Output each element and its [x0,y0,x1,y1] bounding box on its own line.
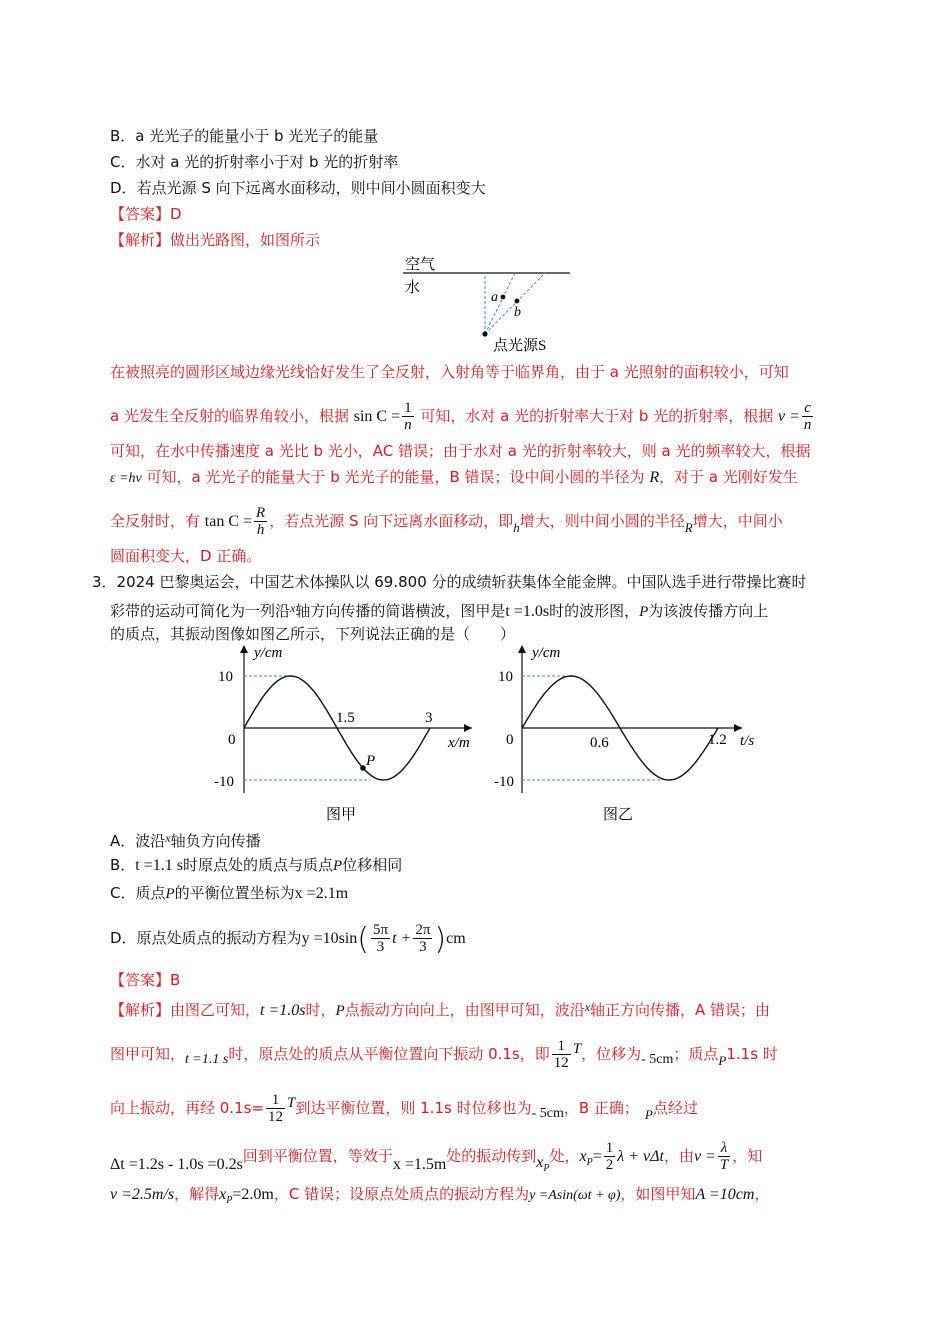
displacement: - 5cm [641,1052,674,1067]
y-axis-label: y/cm [532,645,561,661]
explain-text: 图甲可知， [110,1045,186,1063]
numerator: c [802,400,814,417]
tick-0-6: 0.6 [590,735,609,751]
explain-text: ，对于 a 光刚好发生 [659,468,798,486]
var-x: x [165,831,171,845]
explain-text: 点振动方向向上，由图甲可知，波沿 [344,1001,585,1019]
explain-line-2 [110,400,815,433]
formula-t: t =1.0s [505,603,550,620]
tick-10: 10 [498,669,513,685]
formula-A: A =10cm [695,1186,755,1203]
formula-delta-t: Δt =1.2s - 1.0s =0.2s [110,1156,243,1173]
t-axis-arrow [734,724,742,732]
x-axis-arrow [464,724,472,732]
y-axis-arrow [518,645,526,653]
denominator: n [803,417,812,433]
option-d: D．若点光源 S 向下远离水面移动，则中间小圆面积变大 [110,179,486,197]
tick-1-5: 1.5 [336,710,355,726]
formula-v: v = [777,408,800,425]
light-path-figure [395,252,585,356]
option-c: C．水对 a 光的折射率小于对 b 光的折射率 [110,153,399,171]
var-x: x [290,601,296,615]
graph-wave-b [490,643,770,828]
explain-text: ，B 正确； [563,1099,639,1117]
option-text: 时原点处的质点与质点 [183,856,334,874]
formula-v: v = [693,1148,716,1165]
explain-text: 增大，则中间小圆的半径 [519,512,685,530]
explain-text: ，知 [732,1147,763,1165]
formula-vibration: y =Asin(ωt + φ) [529,1188,621,1203]
var-x: x [579,1148,587,1165]
tick-10: 10 [218,669,233,685]
y-axis-label: y/cm [254,645,283,661]
explain-text: 处的振动传到 [446,1147,537,1165]
formula-t: t =1.1 s [185,1052,229,1067]
numerator: 1 [605,1140,614,1156]
var-x: x [584,1000,591,1014]
explain-text: ，解得 [174,1185,220,1203]
var-xp [219,1186,233,1206]
x-axis-label: x/m [448,735,470,751]
denominator: 3 [419,939,427,955]
explain-text: ， [754,1185,770,1203]
q3-explain-3 [110,1092,698,1125]
q3-line-3: 的质点，其振动图像如图乙所示，下列说法正确的是（ ） [110,625,516,643]
explain-text: 点经过 [652,1099,698,1117]
fraction-1-12 [266,1092,285,1125]
analysis-label: 【解析】 [110,1001,171,1019]
displacement: - 5cm [531,1106,564,1121]
q3-explain-1 [110,997,770,1021]
paren-close: ) [434,922,447,957]
explain-text: 轴正方向传播，A 错误；由 [590,1001,771,1019]
subscript-P: P [226,1195,233,1206]
paren-open: ( [357,922,369,957]
fraction-c-n [802,400,814,433]
answer-label: 【答案】D [110,205,182,223]
explain-text: 可知，a 光光子的能量大于 b 光光子的能量，B 错误；设中间小圆的半径为 [146,468,645,486]
explain-text: 到达平衡位置，则 1.1s 时位移也为 [295,1099,532,1117]
q3-text: 时的波形图， [549,602,640,620]
point-a [501,295,506,300]
explain-text: 向上振动，再经 0.1s= [110,1099,265,1117]
formula-x: x =2.1m [294,885,349,902]
denominator: 12 [268,1109,284,1125]
option-text: 位移相同 [342,856,403,874]
explain-text: ，位移为 [581,1045,642,1063]
q3-answer: 【答案】B [110,971,181,989]
var-R: R [684,520,693,535]
q3-option-c [110,883,348,904]
label-b: b [514,305,521,320]
option-text: C．质点 [110,884,166,902]
explain-line-5 [110,505,783,538]
ray-a [485,273,515,334]
explain-line-6: 圆面积变大，D 正确。 [110,547,262,565]
label-P: P [366,753,376,769]
var-x: x [536,1154,544,1171]
numerator: 5π [372,922,389,938]
var-P: P [718,1053,727,1068]
numerator: λ [718,1140,730,1157]
option-text: A．波沿 [110,832,166,850]
t-axis-label: t/s [740,733,755,749]
formula-t: t =1.1 s [135,857,183,874]
explain-text: 时， [305,1001,336,1019]
subscript-P: P [586,1157,593,1168]
var-xp [536,1154,550,1174]
formula-y: y =10sin [301,930,358,947]
option-text: 轴负方向传播 [170,832,261,850]
formula-tanC: tan C = [204,513,253,530]
denominator: T [719,1157,729,1173]
formula-energy: ε =hν [110,471,142,486]
q3-option-b [110,855,402,876]
denominator: 3 [376,939,385,955]
label-a: a [491,290,498,305]
var-P: P [333,858,343,874]
fraction-lambda-T [718,1140,730,1173]
explain-text: 全反射时，有 [110,512,201,530]
var-xp [579,1148,593,1168]
var-R: R [649,469,660,486]
q3-explain-2 [110,1038,778,1071]
point-b [515,299,520,304]
option-text: D．原点处质点的振动方程为 [110,929,302,947]
q3-explain-4 [110,1140,762,1179]
fraction-R-h [254,505,267,538]
explain-text: ，由 [663,1147,694,1165]
option-text: 的平衡位置坐标为 [174,884,295,902]
water-label: 水 [405,280,421,296]
q3-line-1: 3．2024 巴黎奥运会，中国艺术体操队以 69.800 分的成绩斩获集体全能金牌。中国队选手进行带操比赛时 [92,573,807,591]
q3-text: 彩带的运动可简化为一列沿 [110,602,291,620]
tick-neg10: -10 [494,774,514,790]
q3-text: 轴方向传播的简谐横波，图甲是 [295,602,506,620]
var-P: P [639,604,649,620]
formula-lambda: λ + vΔt [617,1148,664,1165]
fraction-1-n [402,400,414,433]
formula-sinC: sin C = [353,408,401,425]
source-label: 点光源S [493,338,547,354]
tick-1-2: 1.2 [708,732,727,748]
explain-line-1: 在被照亮的圆形区域边缘光线恰好发生了全反射，入射角等于临界角，由于 a 光照射的面积较小，可知 [110,363,789,381]
unit-cm: cm [446,930,466,947]
origin-label: 0 [506,732,514,748]
explain-text: ；质点 [673,1045,719,1063]
fraction-2pi-3 [413,922,432,955]
explain-text: ，如图甲知 [620,1185,696,1203]
var-x: x [219,1186,227,1203]
fraction-1-12 [552,1038,571,1071]
option-b: B．a 光光子的能量小于 b 光光子的能量 [110,127,379,145]
var-T: T [572,1041,582,1057]
analysis-intro [110,230,320,250]
q3-option-a [110,828,261,851]
analysis-text: 做出光路图，如图所示 [170,231,321,249]
explain-line-4 [110,467,798,489]
explain-text: 可知，水对 a 光的折射率大于对 b 光的折射率，根据 [420,407,774,425]
tick-neg10: -10 [214,774,234,790]
denominator: h [256,522,265,538]
var-P: P [644,1107,653,1122]
explain-line-3: 可知，在水中传播速度 a 光比 b 光小，AC 错误；由于水对 a 光的折射率较大，则 a 光的频率较大，根据 [110,442,811,460]
numerator: 1 [552,1038,571,1055]
explain-text: ，C 错误；设原点处质点的振动方程为 [273,1185,530,1203]
explain-text: 处， [549,1147,580,1165]
origin-label: 0 [228,732,236,748]
numerator: 1 [266,1092,285,1109]
subscript-P: P [543,1163,550,1174]
numerator: 2π [415,922,431,938]
denominator: n [404,417,412,433]
formula-x: x =1.5m [392,1156,447,1173]
explain-text: ，若点光源 S 向下远离水面移动，即 [269,512,514,530]
q3-text: 为该波传播方向上 [648,602,769,620]
formula-xp-value: =2.0m [232,1186,274,1203]
fraction-5pi-3 [371,922,390,955]
denominator: 12 [553,1055,569,1071]
q3-option-d [110,922,466,955]
q3-line-2 [110,598,768,622]
caption-a: 图甲 [326,807,357,823]
caption-b: 图乙 [603,807,634,823]
var-P: P [335,1003,345,1019]
explain-text: a 光发生全反射的临界角较小，根据 [110,407,349,425]
explain-text: 由图乙可知， [170,1001,261,1019]
q3-explain-5 [110,1184,769,1211]
explain-text: 1.1s 时 [726,1045,778,1063]
fraction-1-2 [604,1140,616,1173]
equals-sign: = [592,1148,602,1165]
explain-text: 增大，中间小 [692,512,783,530]
denominator: 2 [605,1157,614,1173]
formula-t: t =1.0s [260,1002,306,1019]
var-T: T [287,1095,296,1111]
var-P: P [165,886,175,902]
option-text: B． [110,856,136,874]
light-source-point [482,331,487,336]
tick-3: 3 [425,710,433,726]
numerator: 1 [404,400,412,416]
analysis-label: 【解析】 [110,231,171,249]
formula-v: v =2.5m/s [110,1186,175,1203]
air-label: 空气 [405,257,436,273]
point-P [360,765,366,771]
explain-text: 时，原点处的质点从平衡位置向下振动 0.1s，即 [228,1045,550,1063]
numerator: R [256,505,266,521]
graph-wave-a [210,643,480,828]
var-h: h [513,520,520,535]
formula-t: t + [392,930,412,947]
explain-text: 回到平衡位置，等效于 [242,1147,393,1165]
y-axis-arrow [240,645,248,653]
